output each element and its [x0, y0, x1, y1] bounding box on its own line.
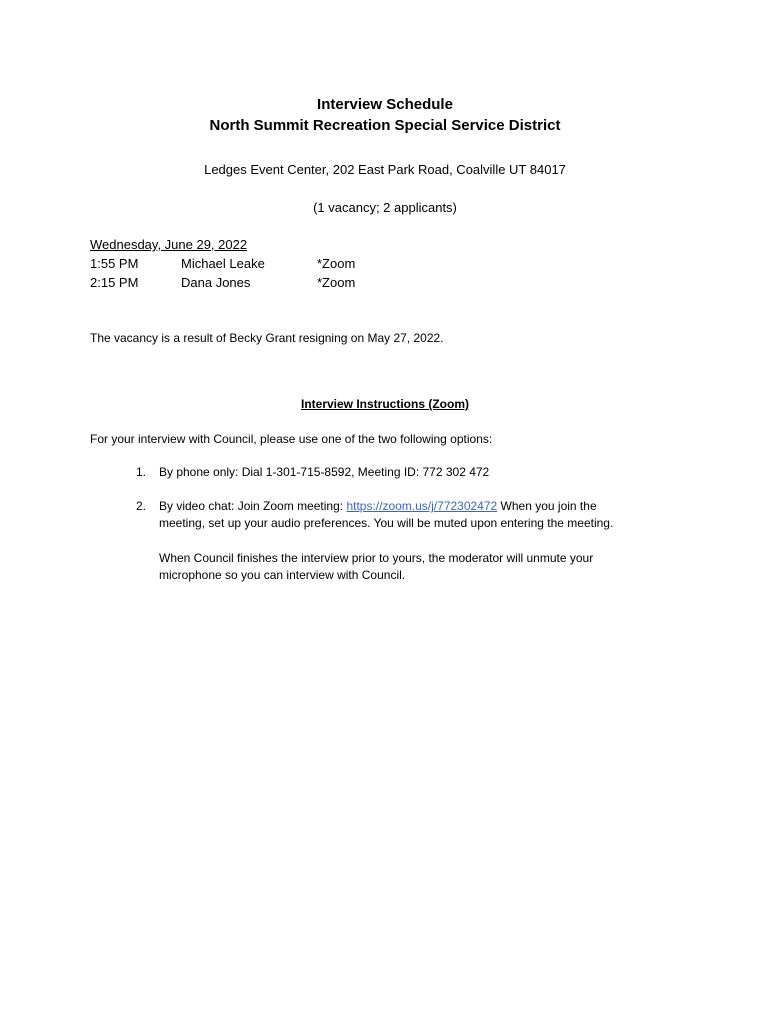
district-name: North Summit Recreation Special Service District [209, 117, 561, 134]
document-title: Interview Schedule [317, 96, 453, 113]
applicant-name: Michael Leake [181, 256, 265, 271]
video-instruction-line1 [159, 498, 597, 515]
schedule-date: Wednesday, June 29, 2022 [90, 237, 248, 252]
zoom-link[interactable]: https://zoom.us/j/772302472 [346, 499, 498, 513]
video-instruction-text-after: When you join the [497, 499, 597, 513]
moderator-note-line1: When Council finishes the interview prior to yours, the moderator will unmute your [159, 551, 594, 565]
video-instruction-text: By video chat: Join Zoom meeting: [159, 499, 347, 513]
instructions-heading: Interview Instructions (Zoom) [300, 397, 469, 411]
location-line: Ledges Event Center, 202 East Park Road, Coalville UT 84017 [204, 162, 566, 177]
vacancy-reason: The vacancy is a result of Becky Grant resigning on May 27, 2022. [90, 331, 444, 345]
list-number: 2. [136, 499, 147, 513]
schedule-time: 2:15 PM [90, 275, 139, 290]
schedule-time: 1:55 PM [90, 256, 139, 271]
instructions-intro: For your interview with Council, please use one of the two following options: [90, 432, 493, 446]
moderator-note-line2: microphone so you can interview with Council. [159, 568, 406, 582]
applicant-name: Dana Jones [181, 275, 251, 290]
vacancy-note: (1 vacancy; 2 applicants) [313, 200, 457, 215]
list-number: 1. [136, 465, 147, 479]
interview-mode: *Zoom [317, 256, 356, 271]
video-instruction-line2: meeting, set up your audio preferences. You will be muted upon entering the meeting. [159, 516, 614, 530]
phone-instruction: By phone only: Dial 1-301-715-8592, Meeting ID: 772 302 472 [159, 465, 490, 479]
interview-mode: *Zoom [317, 275, 356, 290]
